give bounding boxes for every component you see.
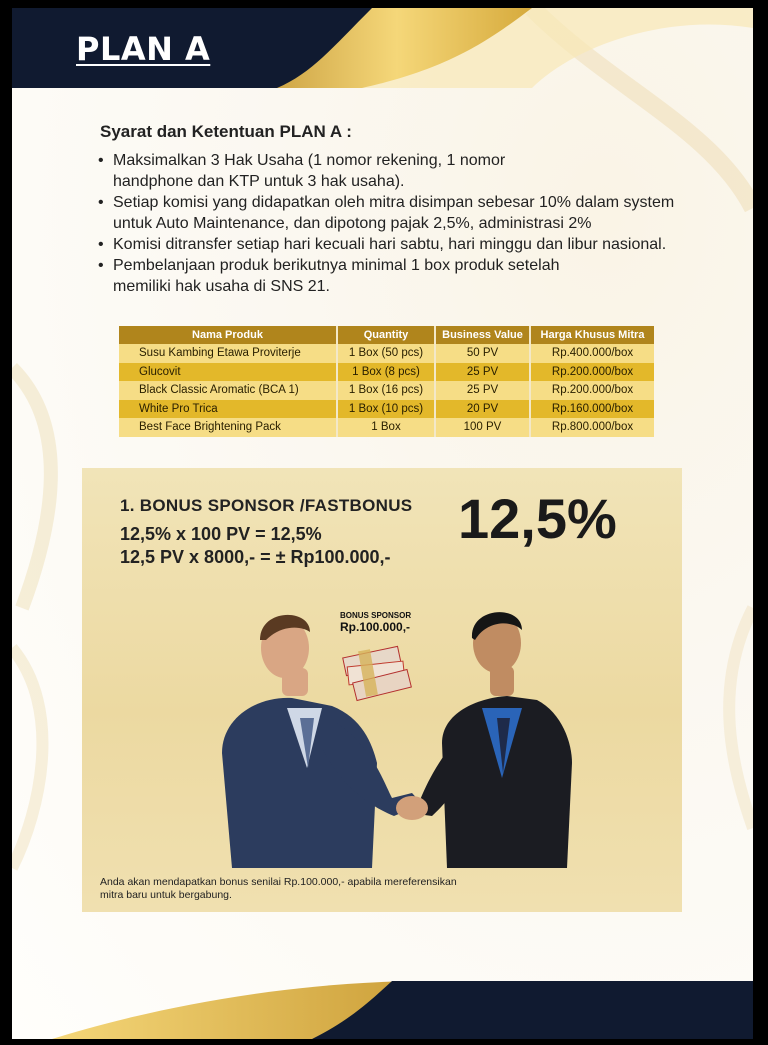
product-quantity: 1 Box (50 pcs) [337,344,435,363]
product-price: Rp.200.000/box [530,381,654,400]
product-quantity: 1 Box (16 pcs) [337,381,435,400]
product-quantity: 1 Box (8 pcs) [337,363,435,382]
footer-band [12,969,753,1039]
product-business-value: 100 PV [435,418,530,437]
product-name: Black Classic Aromatic (BCA 1) [119,381,337,400]
terms-heading: Syarat dan Ketentuan PLAN A : [100,122,352,141]
column-header: Nama Produk [119,326,337,344]
money-amount: Rp.100.000,- [340,620,411,634]
bonus-title: 1. BONUS SPONSOR /FASTBONUS [120,496,413,515]
column-header: Business Value [435,326,530,344]
product-business-value: 50 PV [435,344,530,363]
handshake-hands [396,796,428,820]
bonus-percentage: 12,5% [458,487,617,550]
product-name: Susu Kambing Etawa Proviterje [119,344,337,363]
terms-item: • Maksimalkan 3 Hak Usaha (1 nomor rekening, 1 nomor handphone dan KTP untuk 3 hak usaha). [98,150,543,192]
product-price: Rp.400.000/box [530,344,654,363]
money-stack-icon [343,646,412,700]
product-price: Rp.160.000/box [530,400,654,419]
businessman-right [402,612,572,868]
product-business-value: 20 PV [435,400,530,419]
product-name: White Pro Trica [119,400,337,419]
product-price: Rp.200.000/box [530,363,654,382]
product-table [119,326,654,437]
product-business-value: 25 PV [435,363,530,382]
terms-item: • Komisi ditransfer setiap hari kecuali hari sabtu, hari minggu dan libur nasional. [98,234,728,255]
bonus-sponsor-panel [82,468,682,912]
table-row [119,418,654,437]
product-name: Best Face Brightening Pack [119,418,337,437]
bonus-calculation-pv: 12,5% x 100 PV = 12,5% [120,524,322,544]
product-business-value: 25 PV [435,381,530,400]
bonus-note: Anda akan mendapatkan bonus senilai Rp.100.000,- apabila mereferensikan mitra baru untuk bergabung. [100,876,457,901]
table-row [119,381,654,400]
terms-item: • Pembelanjaan produk berikutnya minimal 1 box produk setelah memiliki hak usaha di SNS 21. [98,255,618,297]
terms-list [98,150,728,297]
plan-a-page [12,8,753,1039]
money-label: BONUS SPONSOR [340,611,412,620]
terms-item: • Setiap komisi yang didapatkan oleh mitra disimpan sebesar 10% dalam system untuk Auto Maintenance, dan dipotong pajak 2,5%, administrasi 2% [98,192,708,234]
table-header-row [119,326,654,344]
table-row [119,400,654,419]
product-name: Glucovit [119,363,337,382]
product-quantity: 1 Box [337,418,435,437]
product-price: Rp.800.000/box [530,418,654,437]
product-quantity: 1 Box (10 pcs) [337,400,435,419]
table-row [119,363,654,382]
column-header: Quantity [337,326,435,344]
bonus-calculation-rupiah: 12,5 PV x 8000,- = ± Rp100.000,- [120,547,391,567]
column-header: Harga Khusus Mitra [530,326,654,344]
page-title: PLAN A [76,30,211,68]
table-row [119,344,654,363]
